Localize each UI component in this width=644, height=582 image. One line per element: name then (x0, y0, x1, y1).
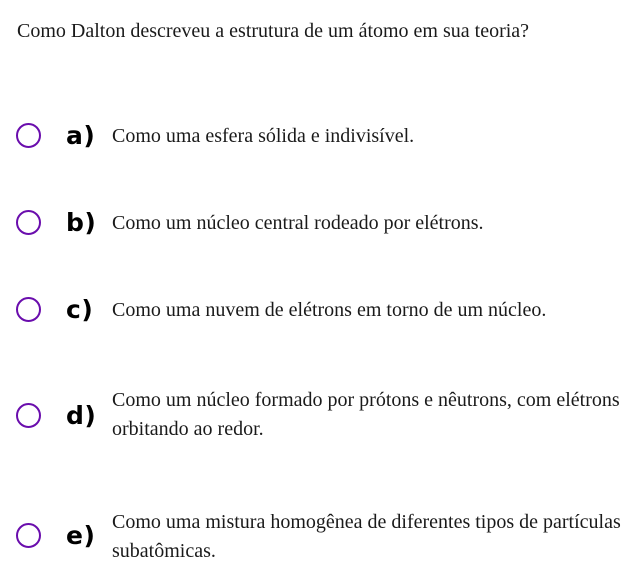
option-c[interactable] (0, 292, 644, 328)
radio-button-d[interactable] (16, 403, 41, 428)
option-text-b: Como um núcleo central rodeado por elétrons. (112, 212, 484, 234)
option-letter-d: d) (66, 401, 97, 430)
option-b[interactable] (0, 204, 644, 240)
option-d[interactable] (0, 384, 644, 448)
option-text-e: Como uma mistura homogênea de diferentes tipos de partículas subatômicas. (112, 511, 621, 562)
radio-button-a[interactable] (16, 123, 41, 148)
option-text-a: Como uma esfera sólida e indivisível. (112, 125, 415, 147)
option-letter-c: c) (66, 295, 94, 324)
radio-button-b[interactable] (16, 210, 41, 235)
option-letter-b: b) (66, 208, 97, 237)
option-a[interactable] (0, 118, 644, 154)
option-text-c: Como uma nuvem de elétrons em torno de um núcleo. (112, 299, 547, 321)
option-e[interactable] (0, 506, 644, 570)
option-letter-a: a) (66, 121, 96, 150)
radio-button-c[interactable] (16, 297, 41, 322)
option-letter-e: e) (66, 521, 96, 550)
question-text: Como Dalton descreveu a estrutura de um átomo em sua teoria? (17, 20, 530, 42)
option-text-d: Como um núcleo formado por prótons e nêutrons, com elétrons orbitando ao redor. (112, 389, 620, 440)
radio-button-e[interactable] (16, 523, 41, 548)
